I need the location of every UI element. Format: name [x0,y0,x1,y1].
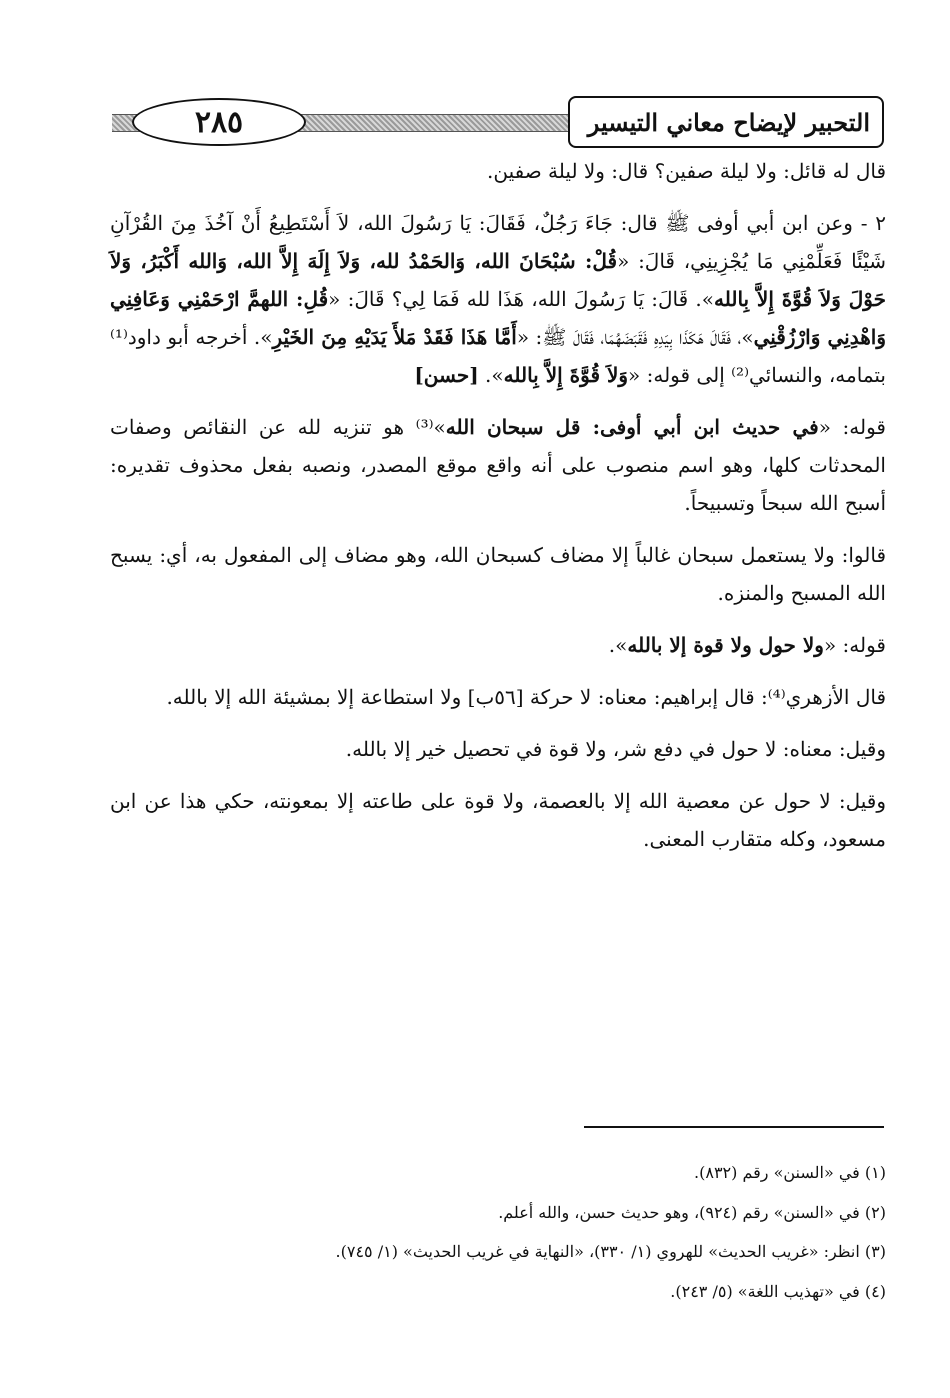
hadith-mid-2: »، فَقَالَ هَكَذَا بِيَدِهِ فَقَبَضَهُمَا، فَقَالَ ﷺ: « [516,325,754,349]
footnote-1: (١) في «السنن» رقم (٨٣٢). [694,1163,886,1182]
hadith-dhikr-2: قُلِ: اللهمَّ ارْحَمْنِي وَعَافِنِي وَاهْدِنِي وَارْزُقْنِي [110,287,886,349]
book-title: التحبير لإيضاح معاني التيسير [568,96,884,148]
p3-post: »⁽³⁾ هو تنزيه لله عن النقائص وصفات المحدثات كلها، وهو اسم منصوب على أنه واقع موقع المصدر، ونصبه بفعل محذوف تقديره: أسبح الله سبحاً وتسبيحاً. [110,415,886,515]
p3-pre: قوله: « [818,415,886,439]
paragraph-6: قال الأزهري⁽⁴⁾: قال إبراهيم: معناه: لا حركة [٥٦ب] ولا استطاعة إلا بمشيئة الله إلا بالله. [166,685,886,709]
footnote-divider [584,1126,884,1128]
hadith-mid: ». قَالَ: يَا رَسُولَ الله، هَذَا لله فَمَا لِي؟ قَالَ: « [328,287,714,311]
page-header [112,96,884,148]
page-body [110,152,886,872]
footnote-3: (٣) انظر: «غريب الحديث» للهروي (١/ ٣٣٠)، «النهاية في غريب الحديث» (١/ ٧٤٥). [335,1242,886,1262]
paragraph-4: قالوا: ولا يستعمل سبحان غالباً إلا مضاف كسبحان الله، وهو مضاف إلى المفعول به، أي: يسبح الله المسبح والمنزه. [110,543,887,605]
p5-bold: ولا حول ولا قوة إلا بالله [627,633,824,657]
paragraph-5 [110,626,886,664]
p3-bold: في حديث ابن أبي أوفى: قل سبحان الله [445,415,819,439]
hadith-dhikr-1: قُلْ: سُبْحَانَ الله، وَالحَمْدُ لله، وَلاَ إِلَهَ إِلاَّ الله، وَالله أَكْبَرُ، وَلاَ حَوْلَ وَلاَ قُوَّةَ إِلاَّ بِالله [110,249,887,311]
hadith-paragraph [110,204,886,394]
hadith-dhikr-4: وَلاَ قُوَّةَ إِلاَّ بِالله [503,363,629,387]
hadith-grade: [حسن] [414,363,479,387]
hadith-grade-pre: ». [478,363,504,387]
hadith-end: ». أخرجه أبو داود⁽¹⁾ بتمامه، والنسائي⁽²⁾ إلى قوله: « [110,325,886,387]
paragraph-8: وقيل: لا حول عن معصية الله إلا بالعصمة، ولا قوة على طاعته إلا بمعونته، حكي هذا عن ابن مسعود، وكله متقارب المعنى. [110,789,887,851]
paragraph-1: قال له قائل: ولا ليلة صفين؟ قال: ولا ليلة صفين. [486,159,886,183]
page-number: ٢٨٥ [132,98,306,146]
p5-post: ». [608,633,628,657]
p5-pre: قوله: « [823,633,886,657]
footnotes [110,1160,886,1318]
footnote-2: (٢) في «السنن» رقم (٩٢٤)، وهو حديث حسن، والله أعلم. [498,1202,886,1222]
paragraph-7: وقيل: معناه: لا حول في دفع شر، ولا قوة في تحصيل خير إلا بالله. [345,737,886,761]
footnote-4: (٤) في «تهذيب اللغة» (٥/ ٢٤٣). [670,1281,886,1301]
paragraph-3 [110,408,886,522]
hadith-dhikr-3: أَمَّا هَذَا فَقَدْ مَلأَ يَدَيْهِ مِنَ الخَيْرِ [272,325,517,349]
hadith-intro: ٢ - وعن ابن أبي أوفى ﷺ قال: جَاءَ رَجُلٌ، فَقَالَ: يَا رَسُولَ الله، لاَ أَسْتَطِيعُ أَنْ آخُذَ مِنَ القُرْآنِ شَيْئًا فَعَلِّمْنِي مَا يُجْزِينِي، قَالَ: « [110,211,887,273]
